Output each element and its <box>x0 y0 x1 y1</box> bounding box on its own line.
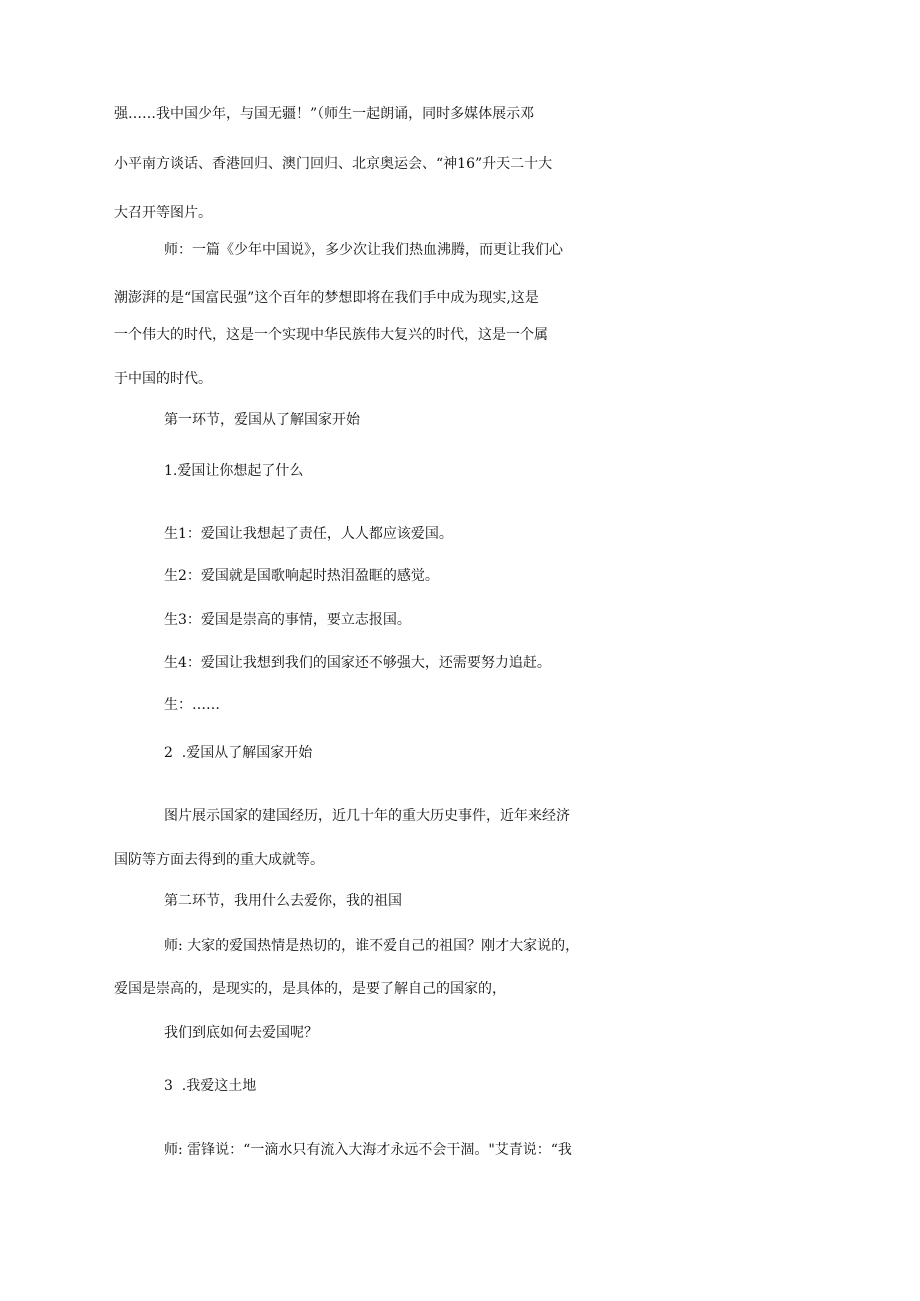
paragraph-line: 小平南方谈话、香港回归、澳门回归、北京奥运会、“神16”升天二十大 <box>114 156 553 172</box>
student-response: 生1：爱国让我想起了责任，人人都应该爱国。 <box>164 526 453 542</box>
paragraph-line: 于中国的时代。 <box>114 371 212 387</box>
subsection-heading: 1.爱国让你想起了什么 <box>164 463 304 479</box>
paragraph-line: 强……我中国少年，与国无疆！”（师生一起朗诵，同时多媒体展示邓 <box>114 106 535 122</box>
paragraph-line: 师: 雷锋说：“一滴水只有流入大海才永远不会干涸。"艾青说：“我 <box>164 1142 572 1158</box>
paragraph-line: 大召开等图片。 <box>114 205 212 221</box>
subsection-heading: 3 .我爱这土地 <box>164 1078 257 1094</box>
paragraph-line: 师: 大家的爱国热情是热切的，谁不爱自己的祖国？刚才大家说的， <box>164 938 580 954</box>
paragraph-line: 国防等方面去得到的重大成就等。 <box>114 852 324 868</box>
student-response: 生4：爱国让我想到我们的国家还不够强大，还需要努力追赶。 <box>164 655 551 671</box>
subsection-heading: 2 .爱国从了解国家开始 <box>164 745 313 761</box>
student-response: 生2：爱国就是国歌响起时热泪盈眶的感觉。 <box>164 568 439 584</box>
paragraph-line: 我们到底如何去爱国呢？ <box>164 1025 318 1041</box>
paragraph-line: 爱国是崇高的，是现实的，是具体的，是要了解自己的国家的， <box>114 981 506 997</box>
paragraph-line: 一个伟大的时代，这是一个实现中华民族伟大复兴的时代，这是一个属 <box>114 327 548 343</box>
section-heading: 第二环节，我用什么去爱你，我的祖国 <box>164 893 402 909</box>
paragraph-line: 师：一篇《少年中国说》，多少次让我们热血沸腾，而更让我们心 <box>164 242 563 258</box>
paragraph-line: 潮澎湃的是“国富民强”这个百年的梦想即将在我们手中成为现实,这是 <box>114 290 539 306</box>
student-response: 生：…… <box>164 697 220 713</box>
student-response: 生3：爱国是崇高的事情，要立志报国。 <box>164 612 411 628</box>
paragraph-line: 图片展示国家的建国经历，近几十年的重大历史事件，近年来经济 <box>164 808 570 824</box>
section-heading: 第一环节，爱国从了解国家开始 <box>164 412 360 428</box>
